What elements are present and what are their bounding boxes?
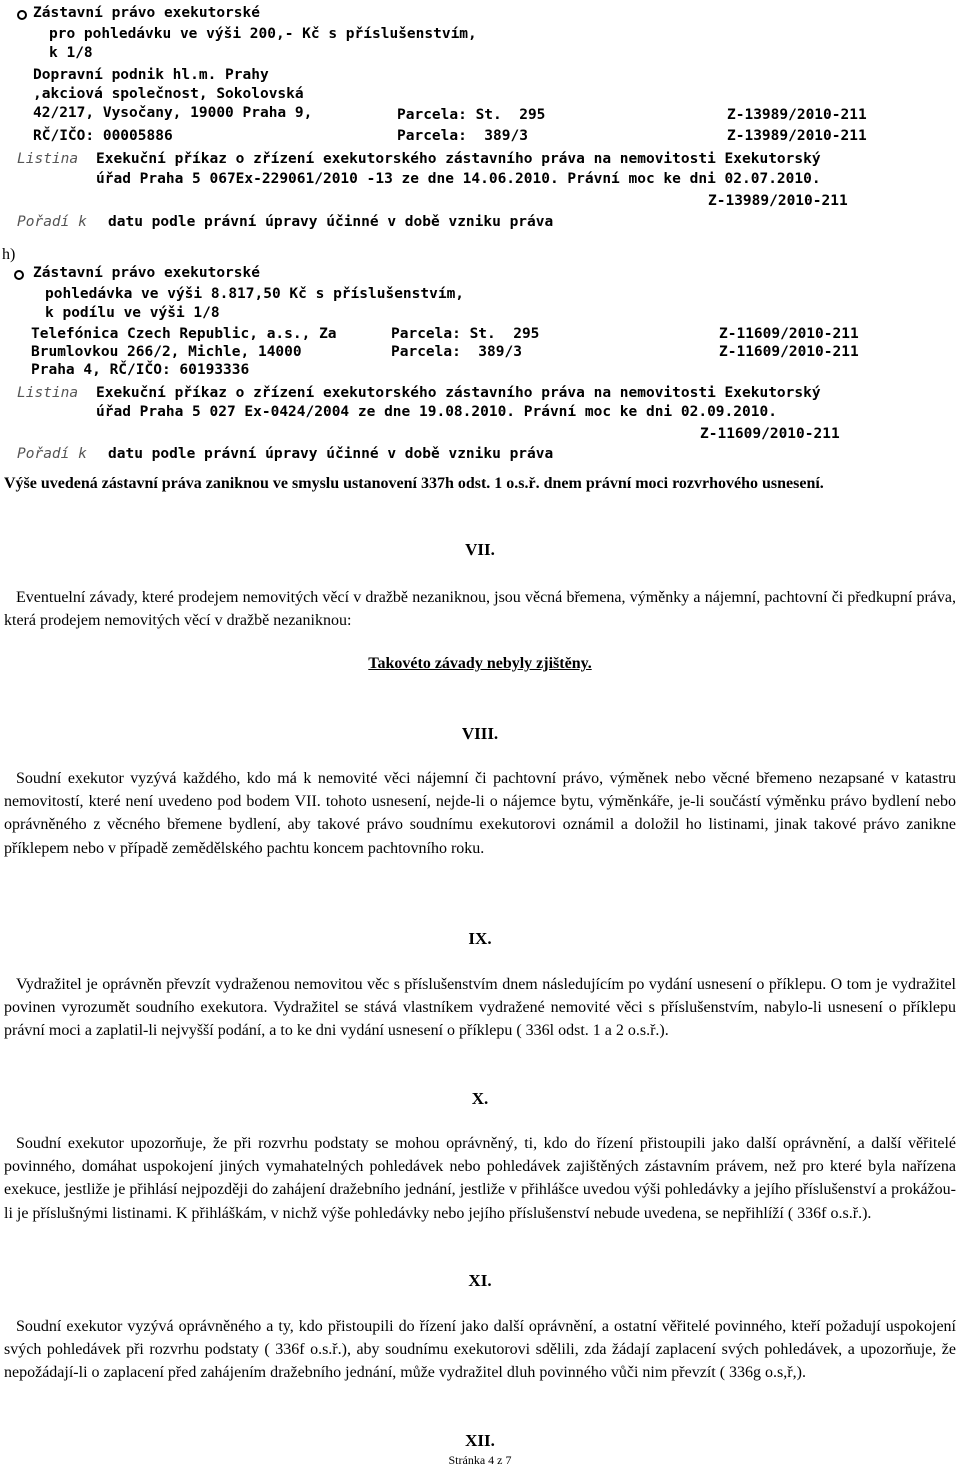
owner-line: ,akciová společnost, Sokolovská — [33, 86, 304, 102]
section-text-x-body: Soudní exekutor upozorňuje, že při rozvrhu podstaty se mohou oprávněný, ti, kdo do řízení přistoupili jako další oprávnění, a další věřitelé povinného, domáhat uspokojení jiných vymahatelných pohledávek nebo pohledávek zajištěných zástavním právem, než pro které byla nařízena exekuce, jestliže je přihlásí nejpozději do zahájení dražebního jednání, jestliže v přihlášce uvedou výši pohledávky a jejího příslušenství a prokážou-li je příslušnými listinami. K přihláškám, v nichž výše pohledávky nebo jejího příslušenství nebude uvedena, se nepřihlíží ( 336f o.s.ř.). — [4, 1135, 956, 1222]
listina-text: úřad Praha 5 067Ex-229061/2010 -13 ze dne 14.06.2010. Právní moc ke dni 02.07.2010. — [96, 171, 821, 187]
no-encumbrances-wrapper — [0, 655, 960, 673]
section-text-xi-body: Soudní exekutor vyzývá oprávněného a ty, kdo přistoupili do řízení jako další oprávnění, a ostatní věřitelé povinného, kteří požadují uspokojení svých pohledávek při rozvrhu podstaty ( 336f o.s.ř.), aby soudnímu exekutorovi sdělili, zda žádají zaplacení svých pohledávek, a upozorňuje, že nepožádají-li o zaplacení před zahájením dražebního jednání, může vydražitel dluh povinného vůči nim převzít ( 336g o.s,ř,). — [4, 1318, 956, 1382]
owner-line: Brumlovkou 266/2, Michle, 14000 — [31, 344, 302, 360]
poradi-text: datu podle právní úpravy účinné v době vzniku práva — [108, 214, 554, 230]
section-text-vii — [4, 586, 956, 632]
summary-statement: Výše uvedená zástavní práva zaniknou ve smyslu ustanovení 337h odst. 1 o.s.ř. dnem právní moci rozvrhového usnesení. — [4, 475, 824, 492]
section-text-vii-body: Eventuelní závady, které prodejem nemovitých věcí v dražbě nezaniknou, jsou věcná břemena, výměnky a nájemní, pachtovní či předkupní práva, která prodejem nemovitých věcí v dražbě nezaniknou: — [4, 589, 956, 630]
lien-amount: pohledávka ve výši 8.817,50 Kč s příslušenstvím, — [45, 286, 465, 302]
page-number: Stránka 4 z 7 — [448, 1453, 512, 1467]
listina-text: úřad Praha 5 027 Ex-0424/2004 ze dne 19.08.2010. Právní moc ke dni 02.09.2010. — [96, 404, 777, 420]
parcel-entry: Parcela: 389/3 — [397, 128, 528, 144]
section-heading-x: X. — [471, 1089, 489, 1108]
lien-title: Zástavní právo exekutorské — [33, 5, 260, 21]
parcel-entry: Parcela: St. 295 — [397, 107, 546, 123]
record-number: Z-11609/2010-211 — [719, 326, 859, 342]
listina-text: Exekuční příkaz o zřízení exekutorského zástavního práva na nemovitosti Exekutorský — [96, 385, 821, 401]
poradi-label: Pořadí k — [17, 446, 87, 462]
record-number: Z-11609/2010-211 — [700, 426, 840, 442]
listina-text: Exekuční příkaz o zřízení exekutorského zástavního práva na nemovitosti Exekutorský — [96, 151, 821, 167]
bullet-icon — [17, 10, 27, 20]
section-heading-viii: VIII. — [461, 724, 499, 743]
owner-id: RČ/IČO: 00005886 — [33, 128, 173, 144]
lien-share: k 1/8 — [49, 45, 93, 61]
section-heading-xii: XII. — [465, 1431, 495, 1450]
owner-line: 42/217, Vysočany, 19000 Praha 9, — [33, 105, 313, 121]
bullet-icon — [14, 270, 24, 280]
section-text-x — [4, 1132, 956, 1225]
section-heading-ix: IX. — [468, 929, 492, 948]
lien-share: k podílu ve výši 1/8 — [45, 305, 220, 321]
section-text-ix-body: Vydražitel je oprávněn převzít vydraženou nemovitou věc s příslušenstvím dnem následujícím po vydání usnesení o příklepu. O tom je vydražitel povinen vyrozumět soudního exekutora. Vydražitel se stává vlastníkem vydražené nemovité věci s příslušenstvím, nabylo-li usnesení o příklepu právní moci a zaplatil-li nejvyšší podání, a to ke dni vydání usnesení o příklepu ( 336l odst. 1 a 2 o.s.ř.). — [4, 976, 956, 1040]
owner-id: Praha 4, RČ/IČO: 60193336 — [31, 362, 250, 378]
item-letter: h) — [2, 246, 16, 263]
lien-title: Zástavní právo exekutorské — [33, 265, 260, 281]
owner-line: Telefónica Czech Republic, a.s., Za — [31, 326, 337, 342]
section-text-xi — [4, 1315, 956, 1385]
listina-label: Listina — [17, 151, 79, 167]
record-number: Z-13989/2010-211 — [708, 193, 848, 209]
record-number: Z-11609/2010-211 — [719, 344, 859, 360]
owner-line: Dopravní podnik hl.m. Prahy — [33, 67, 269, 83]
poradi-label: Pořadí k — [17, 214, 87, 230]
parcel-entry: Parcela: 389/3 — [391, 344, 522, 360]
lien-amount: pro pohledávku ve výši 200,- Kč s příslušenstvím, — [49, 26, 477, 42]
poradi-text: datu podle právní úpravy účinné v době vzniku práva — [108, 446, 554, 462]
section-heading-xi: XI. — [468, 1271, 492, 1290]
section-text-ix — [4, 973, 956, 1043]
section-text-viii-body: Soudní exekutor vyzývá každého, kdo má k nemovité věci nájemní či pachtovní právo, výměnek nebo věcné břemeno nezapsané v katastru nemovitostí, které není uvedeno pod bodem VII. tohoto usnesení, nejde-li o nájemce bytu, výměnkáře, je-li součástí výměnku právo bydlení nebo oprávněného z věcného břemene bydlení, aby takové právo soudnímu exekutorovi oznámil a doložil ho listinami, jinak takové právo zanikne příklepem nebo v případě zemědělského pachtu koncem pachtovního roku. — [4, 770, 956, 857]
section-heading-vii: VII. — [465, 540, 495, 559]
parcel-entry: Parcela: St. 295 — [391, 326, 540, 342]
section-text-viii — [4, 767, 956, 860]
no-encumbrances-note: Takovéto závady nebyly zjištěny. — [368, 655, 592, 672]
record-number: Z-13989/2010-211 — [727, 107, 867, 123]
listina-label: Listina — [17, 385, 79, 401]
record-number: Z-13989/2010-211 — [727, 128, 867, 144]
